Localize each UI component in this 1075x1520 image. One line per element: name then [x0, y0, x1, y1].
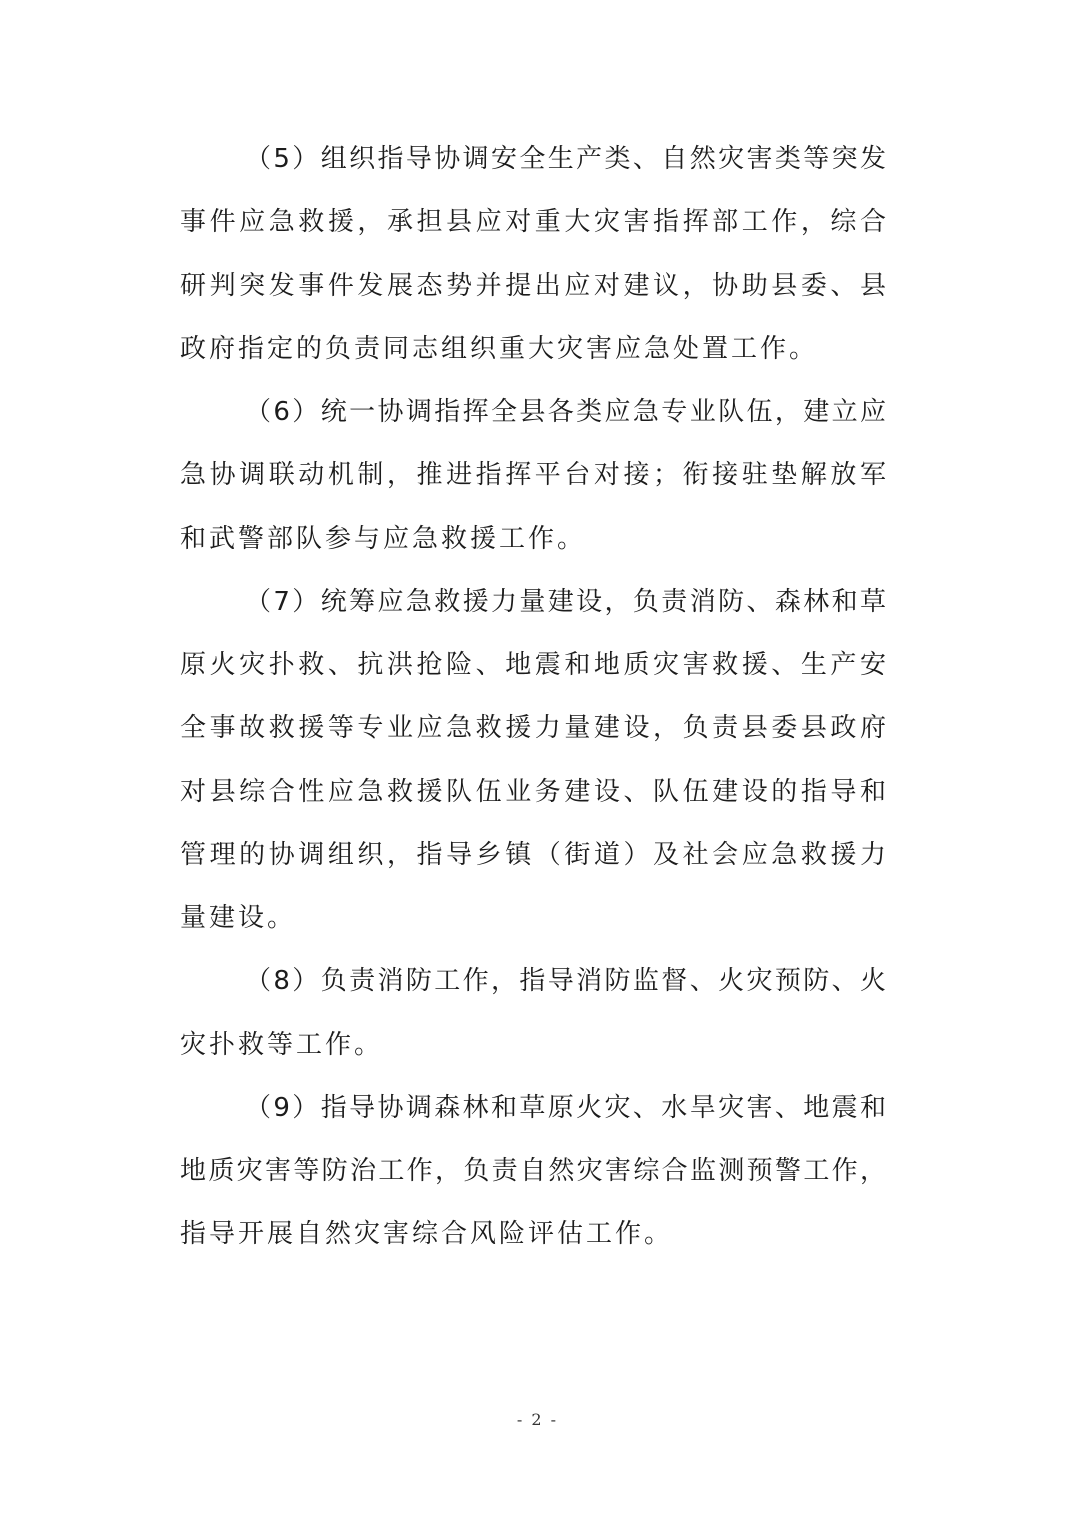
page-number: - 2 - — [516, 1410, 559, 1429]
paragraph-line: 灾扑救等工作。 — [180, 1029, 384, 1060]
paragraph-line: 对县综合性应急救援队伍业务建设、队伍建设的指导和 — [180, 776, 886, 807]
paragraph-item-5 — [180, 128, 886, 381]
paragraph-item-7 — [180, 571, 886, 951]
paragraph-line: 事件应急救援，承担县应对重大灾害指挥部工作，综合 — [180, 207, 886, 238]
paragraph-line: 和武警部队参与应急救援工作。 — [180, 523, 587, 554]
paragraph-item-6 — [180, 381, 886, 571]
paragraph-line: 管理的协调组织，指导乡镇（街道）及社会应急救援力 — [180, 839, 886, 870]
paragraph-line: 急协调联动机制，推进指挥平台对接；衔接驻垫解放军 — [180, 460, 886, 491]
paragraph-line: （6）统一协调指挥全县各类应急专业队伍，建立应 — [245, 397, 886, 427]
paragraph-item-8 — [180, 950, 886, 1077]
paragraph-line: 研判突发事件发展态势并提出应对建议，协助县委、县 — [180, 270, 886, 301]
paragraph-line: 指导开展自然灾害综合风险评估工作。 — [180, 1219, 674, 1250]
document-body — [180, 128, 886, 1267]
paragraph-line: （7）统筹应急救援力量建设，负责消防、森林和草 — [245, 586, 886, 617]
paragraph-line: （8）负责消防工作，指导消防监督、火灾预防、火 — [245, 966, 886, 997]
paragraph-line: 原火灾扑救、抗洪抢险、地震和地质灾害救援、生产安 — [180, 650, 886, 680]
paragraph-line: （9）指导协调森林和草原火灾、水旱灾害、地震和 — [245, 1092, 886, 1123]
paragraph-line: 全事故救援等专业应急救援力量建设，负责县委县政府 — [180, 713, 886, 744]
paragraph-line: 政府指定的负责同志组织重大灾害应急处置工作。 — [180, 333, 819, 364]
paragraph-line: 量建设。 — [180, 903, 297, 933]
paragraph-line: （5）组织指导协调安全生产类、自然灾害类等突发 — [245, 144, 886, 174]
paragraph-item-9 — [180, 1077, 886, 1267]
paragraph-line: 地质灾害等防治工作，负责自然灾害综合监测预警工作， — [180, 1156, 886, 1186]
